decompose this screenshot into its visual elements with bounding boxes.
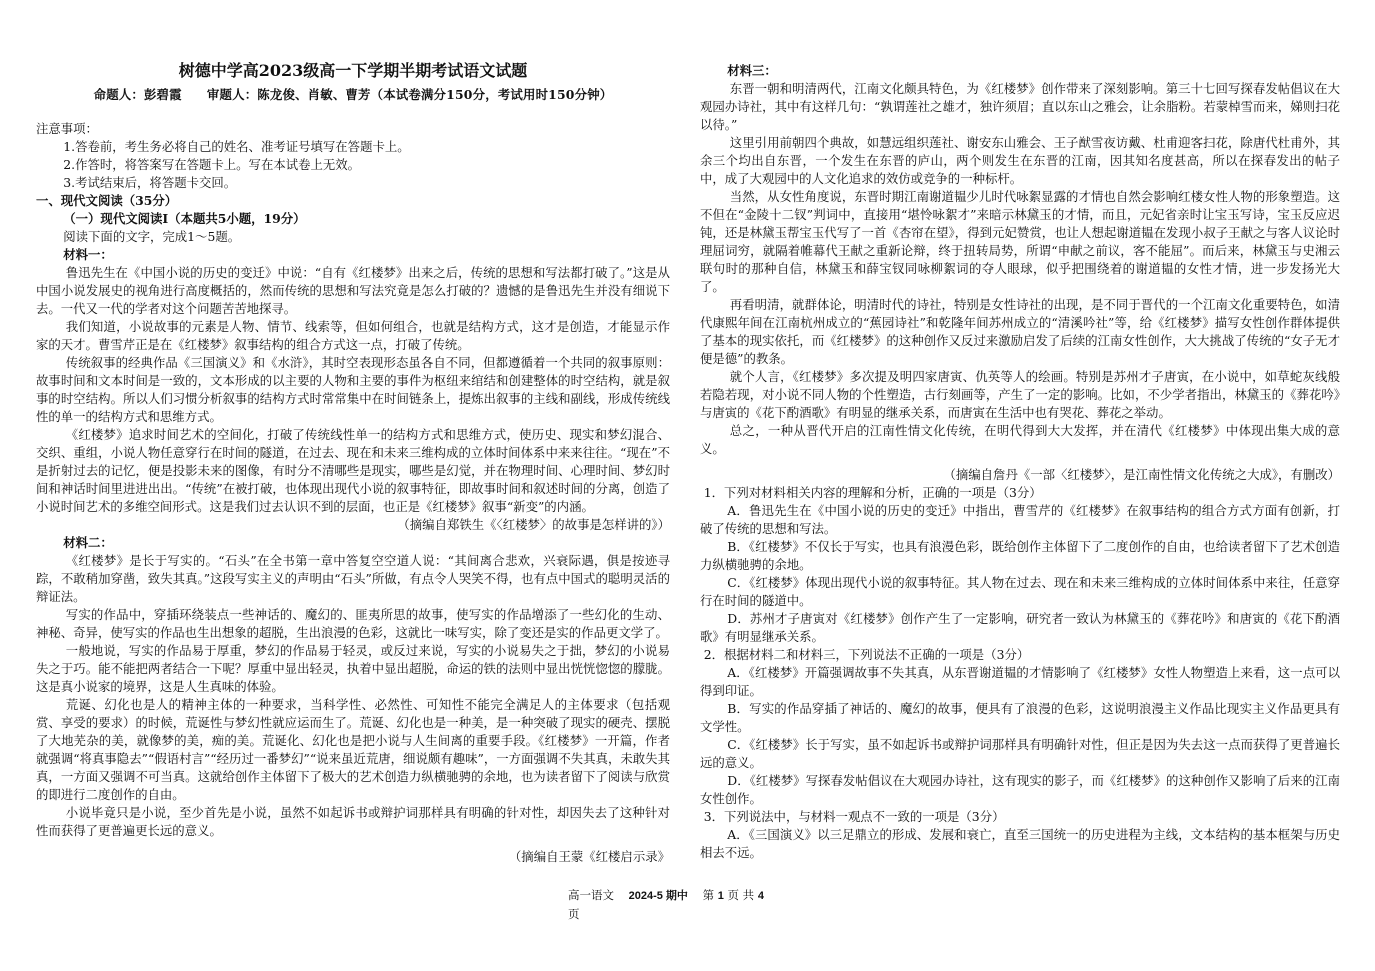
question-option: D．《红楼梦》写探春发帖倡议在大观园办诗社，这有现实的影子，而《红楼梦》的这种创作又影响了后来的江南女性创作。 xyxy=(700,773,1340,806)
notice-item: 1.答卷前，考生务必将自己的姓名、准考证号填写在答题卡上。 xyxy=(63,139,410,154)
material-paragraph: 《红楼梦》是长于写实的。“石头”在全书第一章中答复空空道人说：“其间离合悲欢，兴衰际遇，俱是按迹寻踪，不敢稍加穿凿，致失其真。”这段写实主义的声明由“石头”所做，有点令人哭笑不得，也有点中国式的聪明灵活的辩证法。 xyxy=(36,553,670,604)
material-paragraph: 荒诞、幻化也是人的精神主体的一种要求，当科学性、必然性、可知性不能完全满足人的主体要求（包括观赏、享受的要求）的时候，荒诞性与梦幻性就应运而生了。荒诞、幻化也是一种美，是一种突破了现实的硬壳、摆脱了大地芜杂的美，就像梦的美，痴的美。荒诞化、幻化也是把小说与人生间离的重要手段。《红楼梦》一开篇，作者就强调“将真事隐去”“假语村言”“经历过一番梦幻”“说来虽近荒唐，细说颇有趣味”，一方面强调不失其真，未敢失其真，一方面又强调不可当真。这就给创作主体留下了极大的艺术创造力纵横驰骋的余地，也为读者留下了阅读与欣赏的即进行二度创作的自由。 xyxy=(36,697,670,802)
material-paragraph: 当然，从女性角度说，东晋时期江南谢道韫少儿时代咏絮显露的才情也自然会影响红楼女性人物的形象塑造。这不但在“金陵十二钗”判词中，直接用“堪怜咏絮才”来暗示林黛玉的才情，而且，元妃省亲时让宝玉写诗，宝玉反应迟钝，还是林黛玉帮宝玉代写了一首《杏帘在望》，得到元妃赞赏，也让人想起谢道韫在发现小叔子王献之与客人议论时理屈词穷，就隔着帷幕代王献之重新论辩，终于扭转局势，所谓“申献之前议，客不能屈”。而后来，林黛玉与史湘云联句时的那种自信，林黛玉和薛宝钗同咏柳絮词的夺人眼球，似乎把围绕着的谢道韫的女性才情，进一步发扬光大了。 xyxy=(700,189,1340,294)
footer-subject: 高一语文 xyxy=(568,888,614,902)
question-option: C．《红楼梦》体现出现代小说的叙事特征。其人物在过去、现在和未来三维构成的立体时间体系中来往，任意穿行在时间的隧道中。 xyxy=(700,575,1340,608)
material-paragraph: 这里引用前朝四个典故，如慧远组织莲社、谢安东山雅会、王子猷雪夜访戴、杜甫迎客扫花，除唐代杜甫外，其余三个均出自东晋，一个发生在东晋的庐山，两个则发生在东晋的江南，因其知名度甚高，所以在探春发出的帖子中，成了大观园中的人文化追求的效仿或竞争的一种标杆。 xyxy=(700,135,1340,186)
material-paragraph: 我们知道，小说故事的元素是人物、情节、线索等，但如何组合，也就是结构方式，这才是创造，才能显示作家的天才。曹雪芹正是在《红楼梦》叙事结构的组合方式这一点，打破了传统。 xyxy=(36,319,670,352)
question-stem: 1．下列对材料相关内容的理解和分析，正确的一项是（3分） xyxy=(703,485,1042,500)
question-stem: 2．根据材料二和材料三，下列说法不正确的一项是（3分） xyxy=(703,647,1030,662)
notice-item: 2.作答时，将答案写在答题卡上。写在本试卷上无效。 xyxy=(63,157,361,172)
notice-item: 3.考试结束后，将答题卡交回。 xyxy=(63,175,237,190)
question-option: A．《三国演义》以三足鼎立的形成、发展和衰亡，直至三国统一的历史进程为主线，文本结构的基本框架与历史相去不远。 xyxy=(700,827,1340,860)
exam-title: 树德中学高2023级高一下学期半期考试语文试题 xyxy=(178,61,528,80)
notice-label: 注意事项： xyxy=(36,121,98,136)
footer-page-label: 第 xyxy=(702,888,715,902)
material-source: （摘编自郑铁生《〈红楼梦〉的故事是怎样讲的》） xyxy=(397,517,670,532)
material-paragraph: 鲁迅先生在《中国小说的历史的变迁》中说：“自有《红楼梦》出来之后，传统的思想和写法都打破了。”这是从中国小说发展史的视角进行高度概括的，然而传统的思想和写法究竟是怎么打破的？遗憾的是鲁迅先生并没有细说下去。一代又一代的学者对这个问题苦苦地探寻。 xyxy=(36,265,670,316)
footer-page-number: 1 xyxy=(717,890,724,902)
material-3-label: 材料三： xyxy=(727,63,777,78)
footer-page-end: 页 xyxy=(568,907,580,921)
material-2-label: 材料二： xyxy=(63,535,113,550)
footer-total-pages: 4 xyxy=(757,890,764,902)
exam-subtitle: 命题人：彭碧霞 审题人：陈龙俊、肖敏、曹芳（本试卷满分150分，考试用时150分钟） xyxy=(93,87,613,102)
material-paragraph: 再看明清，就群体论，明清时代的诗社，特别是女性诗社的出现，是不同于晋代的一个江南文化重要特色，如清代康熙年间在江南杭州成立的“蕉园诗社”和乾隆年间苏州成立的“清溪吟社”等，给《红楼梦》描写女性创作群体提供了基本的现实依托，而《红楼梦》的这种创作又反过来激励启发了后续的江南女性创作，大大挑战了传统的“女子无才便是德”的教条。 xyxy=(700,297,1340,366)
material-1-label: 材料一： xyxy=(63,247,113,262)
question-option: A．《红楼梦》开篇强调故事不失其真，从东晋谢道韫的才情影响了《红楼梦》女性人物塑造上来看，这一点可以得到印证。 xyxy=(700,665,1340,698)
footer-page-mid: 页 共 xyxy=(727,888,755,902)
material-paragraph: 小说毕竟只是小说，至少首先是小说，虽然不如起诉书或辩护词那样具有明确的针对性，却因失去了这种针对性而获得了更普遍更长远的意义。 xyxy=(36,805,670,838)
question-option: B．《红楼梦》不仅长于写实，也具有浪漫色彩，既给创作主体留下了二度创作的自由，也给读者留下了艺术创造力纵横驰骋的余地。 xyxy=(700,539,1340,572)
material-paragraph: 总之，一种从晋代开启的江南性情文化传统，在明代得到大大发挥，并在清代《红楼梦》中体现出集大成的意义。 xyxy=(700,423,1340,456)
material-paragraph: 《红楼梦》追求时间艺术的空间化，打破了传统线性单一的结构方式和思维方式，使历史、现实和梦幻混合、交织、重组，小说人物任意穿行在时间的隧道，在过去、现在和未来三维构成的立体时间体系中来来往往。“现在”不是折射过去的记忆，便是投影未来的图像，有时分不清哪些是现实，哪些是幻觉，并在物理时间、心理时间、梦幻时间和神话时间里进进出出。“传统”在被打破，也体现出现代小说的叙事特征，即故事时间和叙述时间的分离，创造了小说时间艺术的多维空间形式。这是我们过去认识不到的层面，也正是《红楼梦》叙事“新变”的内涵。 xyxy=(36,427,670,514)
footer-term: 2024-5 期中 xyxy=(628,890,688,902)
page-footer xyxy=(568,886,808,923)
question-option: A．鲁迅先生在《中国小说的历史的变迁》中指出，曹雪芹的《红楼梦》在叙事结构的组合方式方面有创新，打破了传统的思想和写法。 xyxy=(700,503,1340,536)
question-option: B．写实的作品穿插了神话的、魔幻的故事，便具有了浪漫的色彩，这说明浪漫主义作品比现实主义作品更具有文学性。 xyxy=(700,701,1340,734)
material-paragraph: 东晋一朝和明清两代，江南文化颇具特色，为《红楼梦》创作带来了深刻影响。第三十七回写探春发帖倡议在大观园办诗社，其中有这样几句：“孰谓莲社之雄才，独许须眉；直以东山之雅会，让余脂粉。若蒙棹雪而来，娣则扫花以待。” xyxy=(700,81,1340,132)
material-paragraph: 写实的作品中，穿插环绕装点一些神话的、魔幻的、匪夷所思的故事，使写实的作品增添了一些幻化的生动、神秘、奇异，使写实的作品也生出想象的超脱，生出浪漫的色彩，这就比一味写实，除了变还是实的作品更文学了。 xyxy=(36,607,670,640)
question-stem: 3．下列说法中，与材料一观点不一致的一项是（3分） xyxy=(703,809,1005,824)
right-column xyxy=(700,0,1340,862)
material-source: （摘编自詹丹《一部〈红楼梦〉，是江南性情文化传统之大成》，有删改） xyxy=(943,467,1340,482)
material-source: （摘编自王蒙《红楼启示录》 xyxy=(508,849,670,864)
material-paragraph: 传统叙事的经典作品《三国演义》和《水浒》，其时空表现形态虽各自不同，但都遵循着一个共同的叙事原则：故事时间和文本时间是一致的，文本形成的以主要的人物和主要的事件为枢纽来绾结和创建整体的时空结构，就是叙事的时空结构。所以人们习惯分析叙事的结构方式时常常集中在时间链条上，提炼出叙事的主线和副线，形成传统线性的单一的结构方式和思维方式。 xyxy=(36,355,670,424)
material-paragraph: 一般地说，写实的作品易于厚重，梦幻的作品易于轻灵，或反过来说，写实的小说易失之于拙，梦幻的小说易失之于巧。能不能把两者结合一下呢？厚重中显出轻灵，执着中显出超脱，命运的铁的法则中显出恍恍惚惚的朦胧。这是真小说家的境界，这是人生真味的体验。 xyxy=(36,643,670,694)
question-option: D．苏州才子唐寅对《红楼梦》创作产生了一定影响，研究者一致认为林黛玉的《葬花吟》和唐寅的《花下酌酒歌》有明显继承关系。 xyxy=(700,611,1340,644)
material-paragraph: 就个人言，《红楼梦》多次提及明四家唐寅、仇英等人的绘画。特别是苏州才子唐寅，在小说中，如草蛇灰线般若隐若现，对小说不同人物的个性塑造，古行刻画等，产生了一定的影响。比如，不少学者指出，林黛玉的《葬花吟》与唐寅的《花下酌酒歌》有明显的继承关系，而唐寅在生活中也有哭花、葬花之举动。 xyxy=(700,369,1340,420)
left-column xyxy=(36,0,670,866)
subsection-heading: （一）现代文阅读Ⅰ（本题共5小题，19分） xyxy=(63,211,306,226)
reading-instruction: 阅读下面的文字，完成1～5题。 xyxy=(63,229,241,244)
section-heading: 一、现代文阅读（35分） xyxy=(36,193,178,208)
question-option: C．《红楼梦》长于写实，虽不如起诉书或辩护词那样具有明确针对性，但正是因为失去这一点而获得了更普遍长远的意义。 xyxy=(700,737,1340,770)
